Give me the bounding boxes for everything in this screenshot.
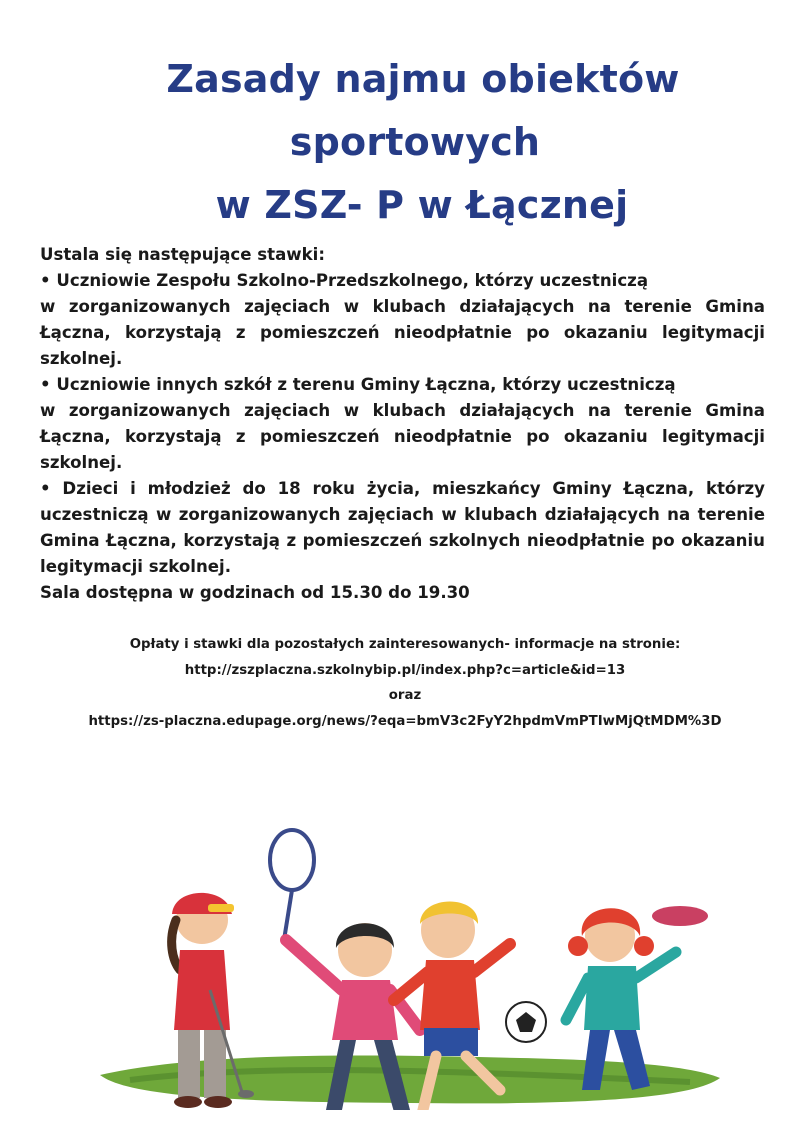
rules-hours: Sala dostępna w godzinach od 15.30 do 19.30 [40, 583, 470, 602]
frisbee [652, 906, 708, 926]
rule-item-3: • Dzieci i młodzież do 18 roku życia, mieszkańcy Gminy Łączna, którzy uczestniczą w zorganizowanych zajęciach w klubach działających na terenie Gmina Łączna, korzystają z pomieszczeń szkolnych nieodpłatnie po okazaniu legitymacji szkolnej. [40, 479, 765, 576]
fees-link-2[interactable]: https://zs-placzna.edupage.org/news/?eqa=bmV3c2FyY2hpdmVmPTIwMjQtMDM%3D [88, 713, 722, 729]
title-line-3: w ZSZ- P w Łącznej [215, 183, 629, 227]
rules-section [40, 242, 765, 606]
rule-item-2-first: • Uczniowie innych szkół z terenu Gminy Łączna, którzy uczestniczą [40, 375, 676, 394]
title-line-1: Zasady najmu obiektów [166, 57, 680, 101]
rules-intro: Ustala się następujące stawki: [40, 245, 325, 264]
rule-item-2-rest: w zorganizowanych zajęciach w klubach działających na terenie Gmina Łączna, korzystają z pomieszczeń nieodpłatnie po okazaniu legitymacji szkolnej. [40, 401, 765, 472]
title-line-2: sportowych [289, 120, 541, 164]
fees-link-1[interactable]: http://zszplaczna.szkolnybip.pl/index.php?c=article&id=13 [184, 662, 626, 678]
rule-item-1-rest: w zorganizowanych zajęciach w klubach działających na terenie Gmina Łączna, korzystają z pomieszczeń nieodpłatnie po okazaniu legitymacji szkolnej. [40, 297, 765, 368]
fees-section [0, 632, 800, 734]
fees-heading: Opłaty i stawki dla pozostałych zainteresowanych- informacje na stronie: [129, 637, 681, 652]
fees-conjunction: oraz [388, 688, 422, 703]
page-title [0, 48, 800, 237]
children-sports-illustration [90, 800, 730, 1110]
rule-item-1-first: • Uczniowie Zespołu Szkolno-Przedszkolnego, którzy uczestniczą [40, 271, 649, 290]
child-frisbee [566, 906, 708, 1090]
